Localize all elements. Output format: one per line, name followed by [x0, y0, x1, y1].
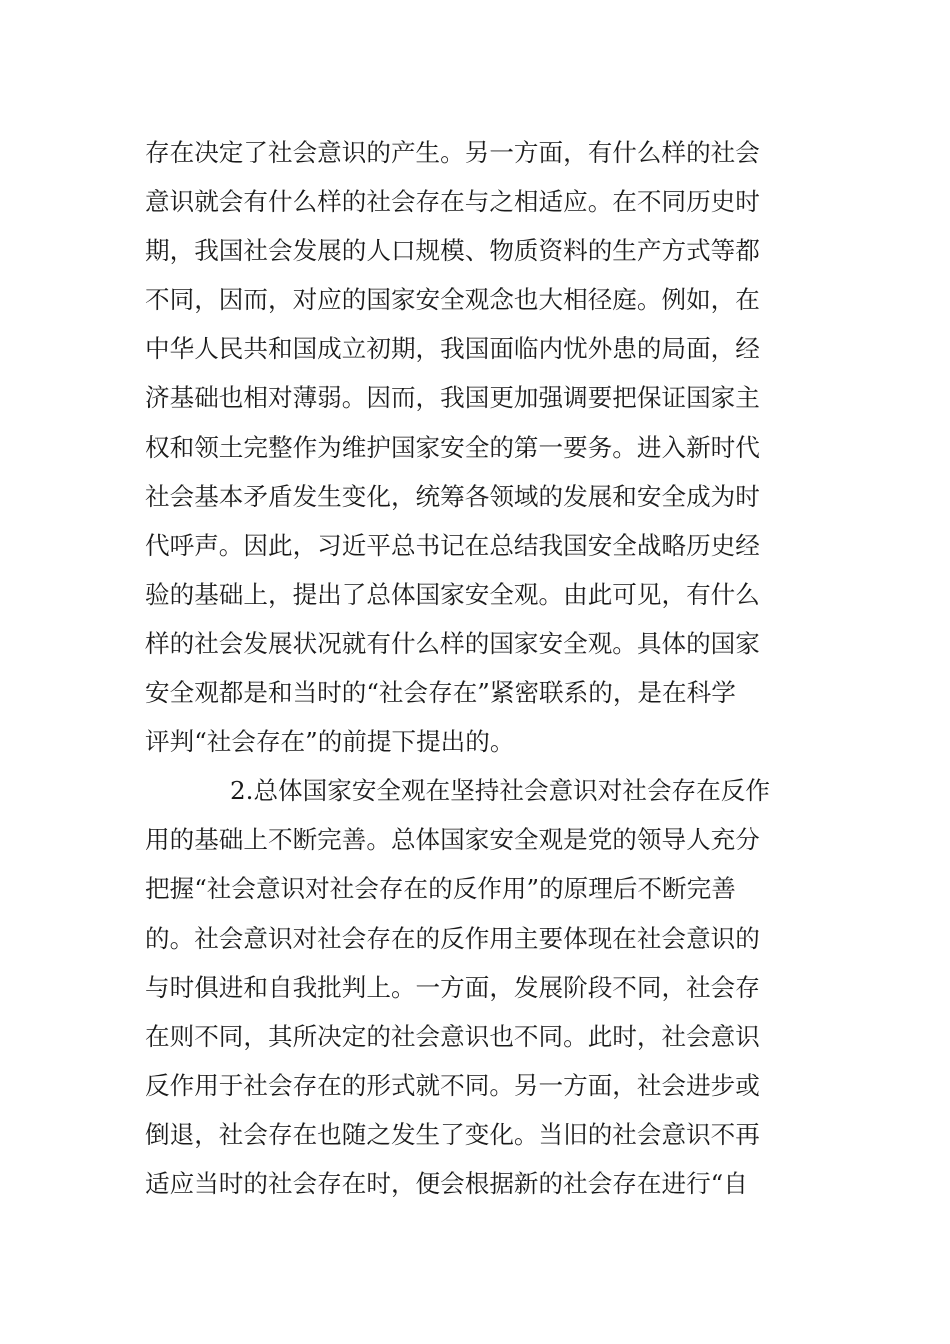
paragraph-heading-line: 2.总体国家安全观在坚持社会意识对社会存在反作 — [230, 776, 770, 806]
text-line: 期，我国社会发展的人口规模、物质资料的生产方式等都 — [145, 236, 760, 266]
text-line: 权和领土完整作为维护国家安全的第一要务。进入新时代 — [145, 432, 760, 462]
body-text — [145, 128, 810, 1208]
text-line: 存在决定了社会意识的产生。另一方面，有什么样的社会 — [145, 138, 760, 167]
text-line: 中华人民共和国成立初期，我国面临内忧外患的局面，经 — [145, 334, 760, 364]
text-line: 的。社会意识对社会存在的反作用主要体现在社会意识的 — [145, 923, 760, 953]
text-line: 样的社会发展状况就有什么样的国家安全观。具体的国家 — [145, 628, 760, 658]
text-line: 不同，因而，对应的国家安全观念也大相径庭。例如，在 — [145, 285, 760, 315]
text-line: 在则不同，其所决定的社会意识也不同。此时，社会意识 — [145, 1021, 760, 1051]
text-line: 把握“社会意识对社会存在的反作用”的原理后不断完善 — [145, 874, 736, 904]
text-line: 意识就会有什么样的社会存在与之相适应。在不同历史时 — [145, 187, 760, 217]
text-line: 代呼声。因此，习近平总书记在总结我国安全战略历史经 — [145, 530, 760, 560]
text-line: 与时俱进和自我批判上。一方面，发展阶段不同，社会存 — [145, 972, 760, 1002]
text-line: 用的基础上不断完善。总体国家安全观是党的领导人充分 — [145, 825, 760, 855]
text-line: 济基础也相对薄弱。因而，我国更加强调要把保证国家主 — [145, 383, 760, 413]
text-line: 安全观都是和当时的“社会存在”紧密联系的，是在科学 — [145, 678, 736, 708]
text-line: 评判“社会存在”的前提下提出的。 — [145, 727, 515, 757]
text-line: 验的基础上，提出了总体国家安全观。由此可见，有什么 — [145, 579, 760, 609]
text-line: 反作用于社会存在的形式就不同。另一方面，社会进步或 — [145, 1070, 760, 1100]
text-line: 适应当时的社会存在时，便会根据新的社会存在进行“自 — [145, 1168, 748, 1198]
text-line: 社会基本矛盾发生变化，统筹各领域的发展和安全成为时 — [145, 481, 760, 511]
text-line: 倒退，社会存在也随之发生了变化。当旧的社会意识不再 — [145, 1119, 760, 1149]
